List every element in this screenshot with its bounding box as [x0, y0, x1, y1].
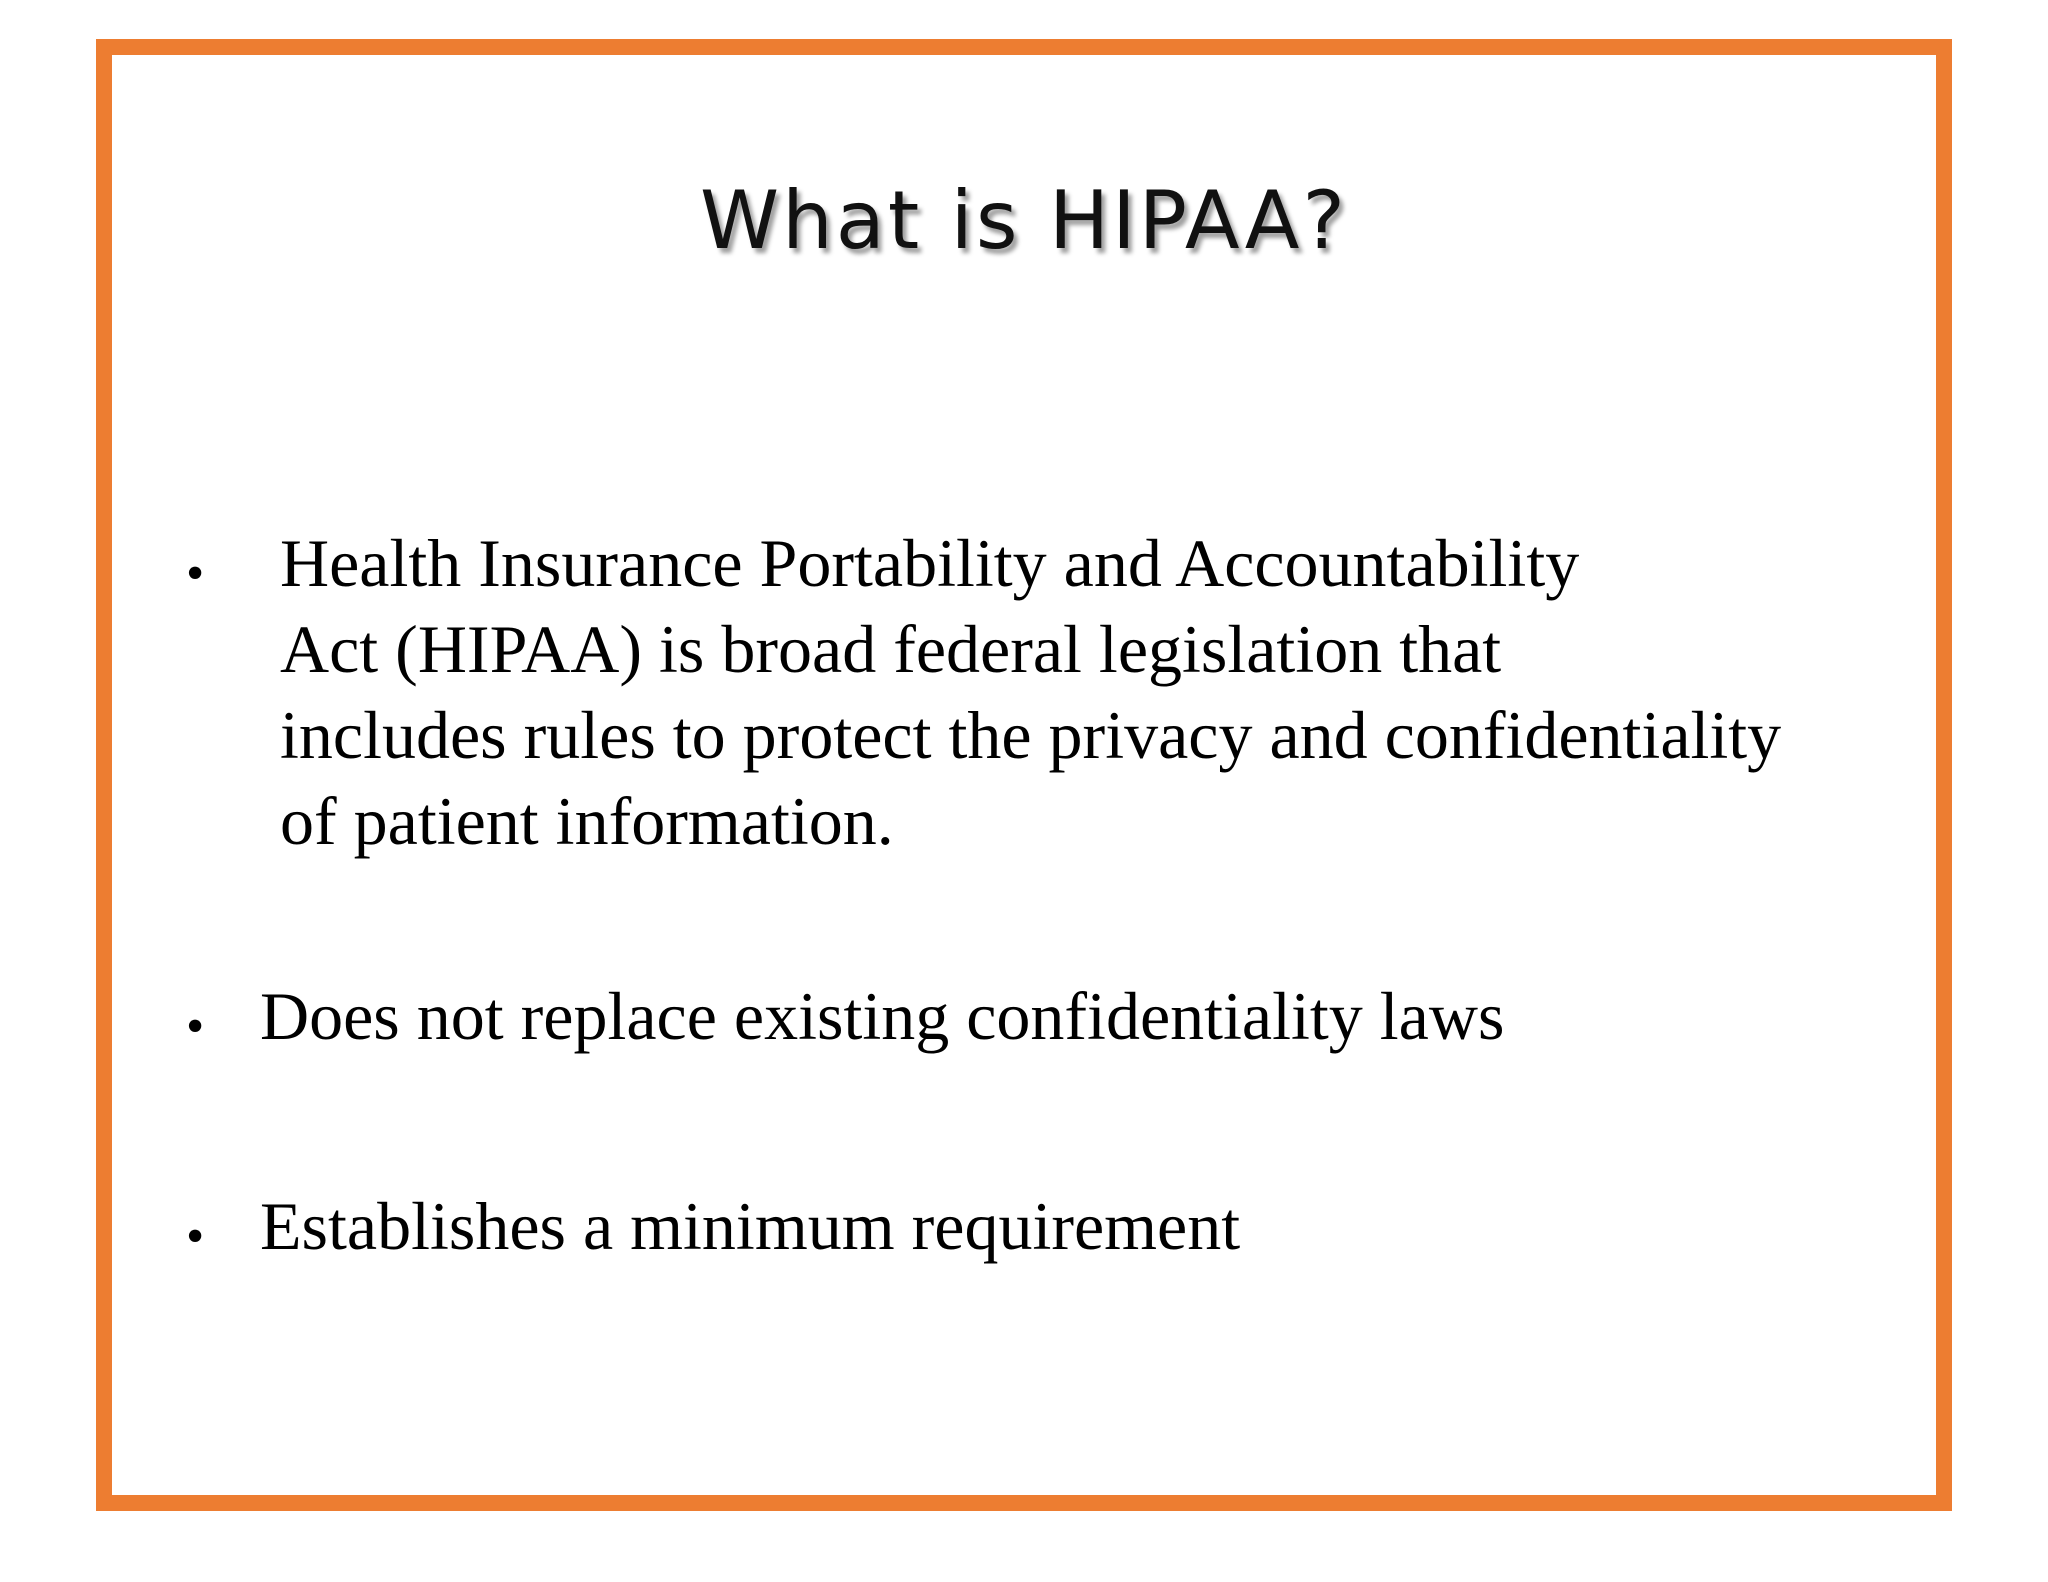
bullet-text: Health Insurance Portability and Accountability Act (HIPAA) is broad federal legislation that includes rules to protect the privacy and confidentiality of patient information.	[280, 525, 1782, 859]
slide-title: What is HIPAA?	[700, 174, 1348, 267]
bullet-icon: •	[186, 998, 205, 1055]
bullet-icon: •	[186, 1208, 205, 1265]
bullet-icon: •	[186, 545, 205, 602]
bullet-text: Does not replace existing confidentiality laws	[260, 978, 1505, 1054]
bullet-text: Establishes a minimum requirement	[260, 1188, 1241, 1264]
